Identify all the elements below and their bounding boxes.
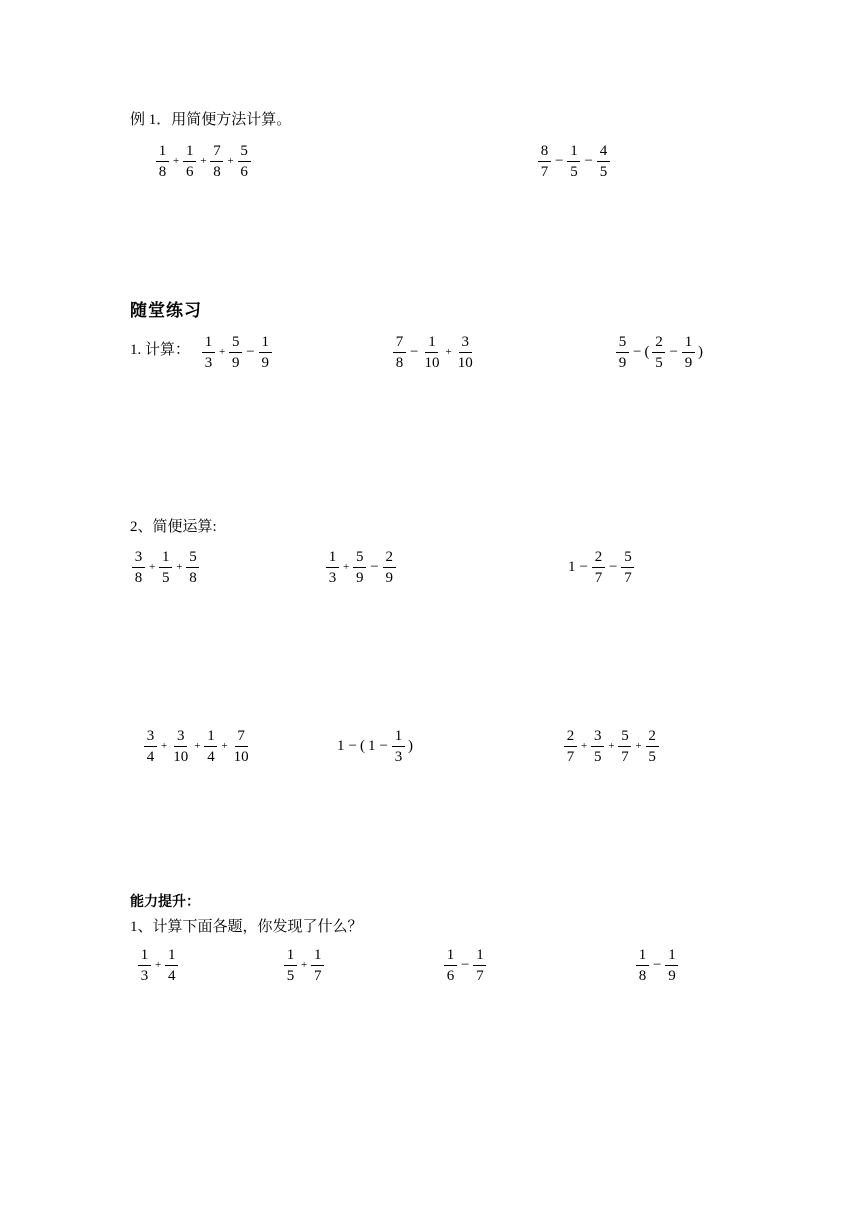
numerator: 5: [186, 548, 199, 568]
numerator: 1: [326, 548, 339, 568]
question-label: 1、计算下面各题，你发现了什么？: [130, 919, 363, 935]
denominator: 6: [446, 967, 455, 984]
plus-sign: +: [149, 561, 156, 573]
denominator: 5: [648, 748, 656, 765]
fraction: [473, 946, 486, 985]
numerator: 5: [618, 727, 631, 747]
numerator: 3: [459, 333, 472, 353]
fraction: [621, 548, 634, 587]
fraction: [171, 727, 190, 766]
fraction: [636, 946, 649, 985]
plus-sign: +: [608, 740, 615, 752]
fraction: [422, 333, 441, 372]
fraction: [353, 548, 366, 587]
numerator: 5: [353, 548, 366, 568]
plus-sign: +: [343, 561, 350, 573]
numerator: 1: [444, 946, 457, 966]
denominator: 7: [313, 967, 322, 984]
fraction: [682, 333, 695, 372]
plus-sign: +: [219, 346, 226, 358]
expression: [442, 943, 488, 987]
fraction: [597, 142, 610, 181]
fraction: [616, 333, 629, 372]
denominator: 7: [594, 569, 603, 586]
numerator: 7: [235, 727, 248, 747]
expression: [154, 139, 253, 183]
fraction: [591, 727, 604, 766]
fraction: [238, 142, 251, 181]
minus-sign: −: [669, 343, 678, 360]
denominator: 7: [540, 163, 549, 180]
denominator: 3: [394, 748, 403, 765]
denominator: 9: [231, 354, 240, 371]
numerator: 1: [682, 333, 695, 353]
minus-sign: −: [653, 956, 662, 973]
numerator: 1: [636, 946, 649, 966]
question-label: 1. 计算：: [130, 342, 191, 358]
denominator: 3: [204, 354, 213, 371]
fraction: [186, 548, 199, 587]
expression: [634, 943, 680, 987]
numerator: 5: [229, 333, 242, 353]
integer: 1: [367, 737, 376, 754]
denominator: 7: [566, 748, 575, 765]
fraction: [232, 727, 251, 766]
fraction: [202, 333, 215, 372]
fraction: [618, 727, 631, 766]
fraction: [138, 946, 151, 985]
section-heading: 随堂练习: [130, 301, 202, 321]
numerator: 1: [165, 946, 178, 966]
numerator: 7: [393, 333, 406, 353]
denominator: 4: [207, 748, 215, 765]
denominator: 9: [385, 569, 393, 586]
plus-sign: +: [194, 740, 201, 752]
denominator: 5: [161, 569, 170, 586]
denominator: 7: [476, 967, 484, 984]
expression: [614, 330, 704, 374]
fraction: [183, 142, 196, 181]
numerator: 1: [159, 548, 172, 568]
expression: [562, 724, 661, 768]
minus-sign: −: [246, 343, 255, 360]
numerator: 1: [156, 142, 169, 162]
numerator: 1: [425, 333, 438, 353]
fraction: [567, 142, 580, 181]
denominator: 10: [173, 748, 189, 765]
denominator: 5: [570, 163, 578, 180]
numerator: 2: [646, 727, 659, 747]
fraction: [456, 333, 475, 372]
fraction: [652, 333, 665, 372]
plus-sign: +: [445, 346, 452, 358]
fraction: [326, 548, 339, 587]
fraction: [210, 142, 223, 181]
denominator: 9: [618, 354, 627, 371]
plus-sign: +: [301, 959, 308, 971]
expression: [324, 545, 398, 589]
expression: [335, 724, 414, 768]
denominator: 8: [395, 354, 404, 371]
numerator: 1: [202, 333, 215, 353]
numerator: 1: [183, 142, 196, 162]
parenthesis: (: [644, 343, 650, 360]
denominator: 10: [424, 354, 440, 371]
denominator: 8: [134, 569, 143, 586]
expression: [130, 545, 201, 589]
expression: [136, 943, 180, 987]
numerator: 1: [284, 946, 297, 966]
minus-sign: −: [584, 152, 593, 169]
numerator: 3: [132, 548, 145, 568]
plus-sign: +: [635, 740, 642, 752]
denominator: 8: [638, 967, 647, 984]
denominator: 7: [624, 569, 632, 586]
plus-sign: +: [176, 561, 183, 573]
denominator: 9: [684, 354, 693, 371]
denominator: 3: [140, 967, 149, 984]
numerator: 2: [383, 548, 396, 568]
fraction: [665, 946, 678, 985]
fraction: [444, 946, 457, 985]
fraction: [393, 333, 406, 372]
minus-sign: −: [370, 558, 379, 575]
fraction: [284, 946, 297, 985]
denominator: 9: [261, 354, 269, 371]
numerator: 7: [210, 142, 223, 162]
fraction: [144, 727, 157, 766]
fraction: [156, 142, 169, 181]
expression: [391, 330, 477, 374]
denominator: 8: [158, 163, 167, 180]
denominator: 9: [355, 569, 364, 586]
denominator: 8: [213, 163, 221, 180]
numerator: 1: [138, 946, 151, 966]
denominator: 4: [146, 748, 155, 765]
numerator: 3: [174, 727, 187, 747]
numerator: 3: [591, 727, 604, 747]
fraction: [204, 727, 217, 766]
numerator: 1: [392, 727, 405, 747]
minus-sign: −: [379, 737, 388, 754]
integer: 1: [568, 558, 576, 575]
denominator: 3: [328, 569, 337, 586]
plus-sign: +: [200, 155, 207, 167]
numerator: 5: [238, 142, 251, 162]
expression: [566, 545, 636, 589]
section-heading: 能力提升：: [130, 894, 200, 910]
expression: [536, 139, 612, 183]
parenthesis: ): [697, 343, 703, 360]
fraction: [165, 946, 178, 985]
denominator: 5: [286, 967, 295, 984]
numerator: 1: [665, 946, 678, 966]
denominator: 6: [185, 163, 194, 180]
example-label: 例 1．用简便方法计算。: [130, 112, 292, 128]
denominator: 5: [599, 163, 608, 180]
numerator: 3: [144, 727, 157, 747]
fraction: [159, 548, 172, 587]
denominator: 6: [240, 163, 248, 180]
minus-sign: −: [555, 152, 564, 169]
question-label: 2、简便运算:: [130, 519, 217, 535]
denominator: 10: [233, 748, 249, 765]
fraction: [311, 946, 324, 985]
plus-sign: +: [221, 740, 228, 752]
numerator: 2: [564, 727, 577, 747]
denominator: 5: [655, 354, 663, 371]
integer: 1: [337, 737, 345, 754]
fraction: [592, 548, 605, 587]
numerator: 2: [592, 548, 605, 568]
numerator: 1: [311, 946, 324, 966]
fraction: [392, 727, 405, 766]
minus-sign: −: [461, 956, 470, 973]
denominator: 8: [189, 569, 197, 586]
numerator: 1: [204, 727, 217, 747]
fraction: [646, 727, 659, 766]
minus-sign: −: [608, 558, 618, 575]
denominator: 10: [457, 354, 473, 371]
denominator: 7: [621, 748, 629, 765]
expression: [142, 724, 253, 768]
numerator: 1: [259, 333, 272, 353]
numerator: 1: [567, 142, 580, 162]
numerator: 4: [597, 142, 610, 162]
minus-sign: −: [410, 343, 419, 360]
numerator: 5: [621, 548, 634, 568]
expression: [200, 330, 274, 374]
minus-sign: −: [579, 558, 588, 575]
fraction: [132, 548, 145, 587]
minus-sign: −: [348, 737, 357, 754]
denominator: 5: [593, 748, 602, 765]
plus-sign: +: [155, 959, 162, 971]
fraction: [383, 548, 396, 587]
plus-sign: +: [581, 740, 588, 752]
fraction: [564, 727, 577, 766]
parenthesis: (: [359, 737, 365, 754]
denominator: 9: [668, 967, 676, 984]
plus-sign: +: [227, 155, 234, 167]
numerator: 8: [538, 142, 551, 162]
fraction: [259, 333, 272, 372]
minus-sign: −: [633, 343, 642, 360]
numerator: 1: [473, 946, 486, 966]
fraction: [538, 142, 551, 181]
numerator: 2: [652, 333, 665, 353]
expression: [282, 943, 326, 987]
numerator: 5: [616, 333, 629, 353]
fraction: [229, 333, 242, 372]
denominator: 4: [167, 967, 176, 984]
plus-sign: +: [161, 740, 168, 752]
plus-sign: +: [173, 155, 180, 167]
parenthesis: ): [407, 737, 413, 754]
